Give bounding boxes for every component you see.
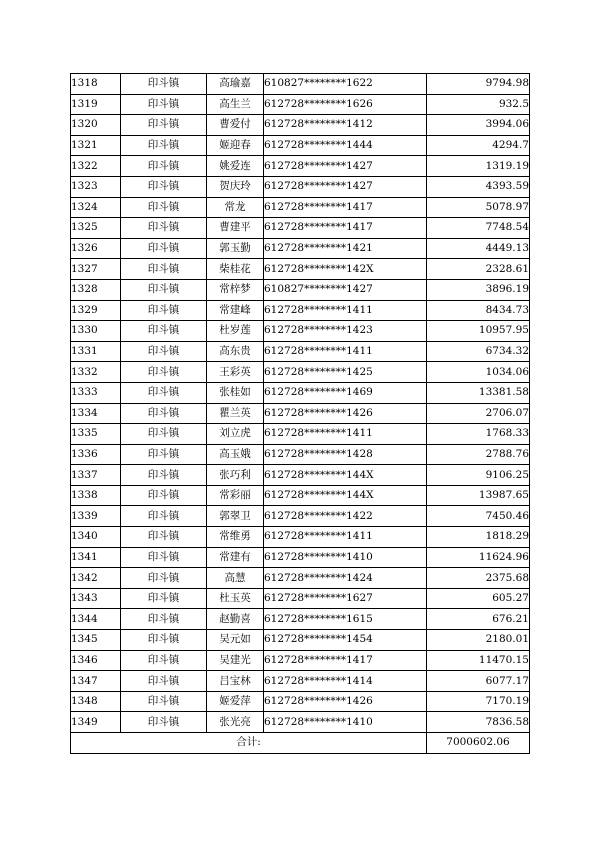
- person-name-cell: 常建有: [207, 547, 264, 568]
- table-row: [71, 156, 530, 177]
- table-row: [71, 74, 530, 95]
- person-name-cell: 张光亮: [207, 712, 264, 733]
- id-number-cell: 612728********1417: [264, 650, 427, 671]
- amount-cell: 676.21: [427, 609, 530, 630]
- row-number: 1329: [71, 300, 121, 321]
- amount-cell: 8434.73: [427, 300, 530, 321]
- id-number-cell: 612728********144X: [264, 465, 427, 486]
- row-number: 1340: [71, 527, 121, 548]
- id-number-cell: 612728********1417: [264, 197, 427, 218]
- row-number: 1332: [71, 362, 121, 383]
- amount-cell: 13987.65: [427, 485, 530, 506]
- id-number-cell: 612728********142X: [264, 259, 427, 280]
- table-row: [71, 362, 530, 383]
- amount-cell: 1768.33: [427, 424, 530, 445]
- id-number-cell: 612728********1411: [264, 424, 427, 445]
- amount-cell: 11624.96: [427, 547, 530, 568]
- town-cell: 印斗镇: [121, 527, 207, 548]
- id-number-cell: 612728********1411: [264, 300, 427, 321]
- table-row: [71, 547, 530, 568]
- id-number-cell: 612728********1424: [264, 568, 427, 589]
- amount-cell: 3896.19: [427, 279, 530, 300]
- row-number: 1342: [71, 568, 121, 589]
- town-cell: 印斗镇: [121, 506, 207, 527]
- amount-cell: 7836.58: [427, 712, 530, 733]
- amount-cell: 9106.25: [427, 465, 530, 486]
- person-name-cell: 常维勇: [207, 527, 264, 548]
- id-number-cell: 612728********1411: [264, 341, 427, 362]
- id-number-cell: 612728********1410: [264, 712, 427, 733]
- table-row: [71, 218, 530, 239]
- person-name-cell: 张桂如: [207, 382, 264, 403]
- subsidy-table: [70, 73, 530, 754]
- person-name-cell: 高东贵: [207, 341, 264, 362]
- person-name-cell: 杜岁莲: [207, 321, 264, 342]
- table-row: [71, 300, 530, 321]
- row-number: 1328: [71, 279, 121, 300]
- table-row: [71, 279, 530, 300]
- amount-cell: 7450.46: [427, 506, 530, 527]
- town-cell: 印斗镇: [121, 547, 207, 568]
- row-number: 1347: [71, 671, 121, 692]
- person-name-cell: 曹建平: [207, 218, 264, 239]
- row-number: 1327: [71, 259, 121, 280]
- town-cell: 印斗镇: [121, 74, 207, 95]
- row-number: 1326: [71, 238, 121, 259]
- town-cell: 印斗镇: [121, 630, 207, 651]
- town-cell: 印斗镇: [121, 362, 207, 383]
- row-number: 1325: [71, 218, 121, 239]
- town-cell: 印斗镇: [121, 691, 207, 712]
- town-cell: 印斗镇: [121, 424, 207, 445]
- table-row: [71, 465, 530, 486]
- id-number-cell: 612728********1427: [264, 156, 427, 177]
- row-number: 1348: [71, 691, 121, 712]
- town-cell: 印斗镇: [121, 382, 207, 403]
- table-row: [71, 609, 530, 630]
- person-name-cell: 曹爱付: [207, 115, 264, 136]
- table-row: [71, 485, 530, 506]
- id-number-cell: 612728********1421: [264, 238, 427, 259]
- row-number: 1334: [71, 403, 121, 424]
- person-name-cell: 刘立虎: [207, 424, 264, 445]
- id-number-cell: 612728********1426: [264, 691, 427, 712]
- table-row: [71, 630, 530, 651]
- town-cell: 印斗镇: [121, 444, 207, 465]
- id-number-cell: 612728********1428: [264, 444, 427, 465]
- town-cell: 印斗镇: [121, 259, 207, 280]
- person-name-cell: 郭玉勤: [207, 238, 264, 259]
- table-row: [71, 444, 530, 465]
- town-cell: 印斗镇: [121, 156, 207, 177]
- row-number: 1330: [71, 321, 121, 342]
- row-number: 1321: [71, 135, 121, 156]
- person-name-cell: 柴桂花: [207, 259, 264, 280]
- amount-cell: 4449.13: [427, 238, 530, 259]
- id-number-cell: 612728********1626: [264, 94, 427, 115]
- row-number: 1343: [71, 588, 121, 609]
- person-name-cell: 常梓梦: [207, 279, 264, 300]
- id-number-cell: 612728********1414: [264, 671, 427, 692]
- row-number: 1339: [71, 506, 121, 527]
- id-number-cell: 612728********1425: [264, 362, 427, 383]
- table-row: [71, 568, 530, 589]
- table-row: [71, 341, 530, 362]
- amount-cell: 4294.7: [427, 135, 530, 156]
- person-name-cell: 吕宝林: [207, 671, 264, 692]
- amount-cell: 2180.01: [427, 630, 530, 651]
- id-number-cell: 612728********1412: [264, 115, 427, 136]
- table-row: [71, 115, 530, 136]
- town-cell: 印斗镇: [121, 650, 207, 671]
- person-name-cell: 姬爱萍: [207, 691, 264, 712]
- person-name-cell: 高瑜嘉: [207, 74, 264, 95]
- id-number-cell: 612728********1615: [264, 609, 427, 630]
- person-name-cell: 吴建光: [207, 650, 264, 671]
- table-body: [71, 74, 530, 733]
- row-number: 1344: [71, 609, 121, 630]
- total-label: 合计:: [71, 733, 427, 754]
- row-number: 1337: [71, 465, 121, 486]
- town-cell: 印斗镇: [121, 588, 207, 609]
- amount-cell: 2706.07: [427, 403, 530, 424]
- table-row: [71, 671, 530, 692]
- row-number: 1319: [71, 94, 121, 115]
- table-row: [71, 94, 530, 115]
- table-row: [71, 506, 530, 527]
- amount-cell: 6077.17: [427, 671, 530, 692]
- id-number-cell: 610827********1427: [264, 279, 427, 300]
- table-row: [71, 712, 530, 733]
- amount-cell: 1034.06: [427, 362, 530, 383]
- table-row: [71, 403, 530, 424]
- id-number-cell: 612728********1627: [264, 588, 427, 609]
- table-row: [71, 527, 530, 548]
- town-cell: 印斗镇: [121, 115, 207, 136]
- town-cell: 印斗镇: [121, 712, 207, 733]
- town-cell: 印斗镇: [121, 321, 207, 342]
- table-row: [71, 424, 530, 445]
- table-row: [71, 321, 530, 342]
- town-cell: 印斗镇: [121, 197, 207, 218]
- town-cell: 印斗镇: [121, 279, 207, 300]
- total-row: [71, 733, 530, 754]
- table-row: [71, 238, 530, 259]
- row-number: 1336: [71, 444, 121, 465]
- town-cell: 印斗镇: [121, 465, 207, 486]
- id-number-cell: 612728********1410: [264, 547, 427, 568]
- table-row: [71, 135, 530, 156]
- row-number: 1324: [71, 197, 121, 218]
- row-number: 1335: [71, 424, 121, 445]
- amount-cell: 3994.06: [427, 115, 530, 136]
- person-name-cell: 赵勤喜: [207, 609, 264, 630]
- person-name-cell: 高玉娥: [207, 444, 264, 465]
- town-cell: 印斗镇: [121, 300, 207, 321]
- town-cell: 印斗镇: [121, 341, 207, 362]
- row-number: 1338: [71, 485, 121, 506]
- id-number-cell: 612728********1411: [264, 527, 427, 548]
- person-name-cell: 姚爱连: [207, 156, 264, 177]
- row-number: 1345: [71, 630, 121, 651]
- table-row: [71, 650, 530, 671]
- amount-cell: 7748.54: [427, 218, 530, 239]
- row-number: 1349: [71, 712, 121, 733]
- table-row: [71, 382, 530, 403]
- amount-cell: 7170.19: [427, 691, 530, 712]
- row-number: 1322: [71, 156, 121, 177]
- amount-cell: 9794.98: [427, 74, 530, 95]
- person-name-cell: 常龙: [207, 197, 264, 218]
- id-number-cell: 612728********1423: [264, 321, 427, 342]
- town-cell: 印斗镇: [121, 94, 207, 115]
- amount-cell: 5078.97: [427, 197, 530, 218]
- id-number-cell: 610827********1622: [264, 74, 427, 95]
- person-name-cell: 常建峰: [207, 300, 264, 321]
- row-number: 1346: [71, 650, 121, 671]
- person-name-cell: 吴元如: [207, 630, 264, 651]
- id-number-cell: 612728********1454: [264, 630, 427, 651]
- id-number-cell: 612728********1426: [264, 403, 427, 424]
- amount-cell: 605.27: [427, 588, 530, 609]
- id-number-cell: 612728********1422: [264, 506, 427, 527]
- amount-cell: 1818.29: [427, 527, 530, 548]
- row-number: 1331: [71, 341, 121, 362]
- person-name-cell: 姬迎春: [207, 135, 264, 156]
- table-row: [71, 176, 530, 197]
- person-name-cell: 高生兰: [207, 94, 264, 115]
- id-number-cell: 612728********144X: [264, 485, 427, 506]
- id-number-cell: 612728********1427: [264, 176, 427, 197]
- row-number: 1341: [71, 547, 121, 568]
- amount-cell: 2375.68: [427, 568, 530, 589]
- town-cell: 印斗镇: [121, 238, 207, 259]
- person-name-cell: 王彩英: [207, 362, 264, 383]
- town-cell: 印斗镇: [121, 568, 207, 589]
- table-row: [71, 259, 530, 280]
- total-amount: 7000602.06: [427, 733, 530, 754]
- town-cell: 印斗镇: [121, 218, 207, 239]
- person-name-cell: 常彩丽: [207, 485, 264, 506]
- id-number-cell: 612728********1469: [264, 382, 427, 403]
- table-row: [71, 588, 530, 609]
- amount-cell: 2788.76: [427, 444, 530, 465]
- id-number-cell: 612728********1444: [264, 135, 427, 156]
- amount-cell: 4393.59: [427, 176, 530, 197]
- person-name-cell: 郭翠卫: [207, 506, 264, 527]
- person-name-cell: 张巧利: [207, 465, 264, 486]
- amount-cell: 13381.58: [427, 382, 530, 403]
- town-cell: 印斗镇: [121, 671, 207, 692]
- person-name-cell: 瞿兰英: [207, 403, 264, 424]
- table-row: [71, 691, 530, 712]
- amount-cell: 6734.32: [427, 341, 530, 362]
- town-cell: 印斗镇: [121, 609, 207, 630]
- row-number: 1323: [71, 176, 121, 197]
- row-number: 1333: [71, 382, 121, 403]
- id-number-cell: 612728********1417: [264, 218, 427, 239]
- table-row: [71, 197, 530, 218]
- amount-cell: 10957.95: [427, 321, 530, 342]
- amount-cell: 932.5: [427, 94, 530, 115]
- town-cell: 印斗镇: [121, 403, 207, 424]
- town-cell: 印斗镇: [121, 176, 207, 197]
- amount-cell: 2328.61: [427, 259, 530, 280]
- person-name-cell: 高慧: [207, 568, 264, 589]
- person-name-cell: 杜玉英: [207, 588, 264, 609]
- amount-cell: 11470.15: [427, 650, 530, 671]
- person-name-cell: 贺庆玲: [207, 176, 264, 197]
- town-cell: 印斗镇: [121, 135, 207, 156]
- amount-cell: 1319.19: [427, 156, 530, 177]
- town-cell: 印斗镇: [121, 485, 207, 506]
- row-number: 1318: [71, 74, 121, 95]
- row-number: 1320: [71, 115, 121, 136]
